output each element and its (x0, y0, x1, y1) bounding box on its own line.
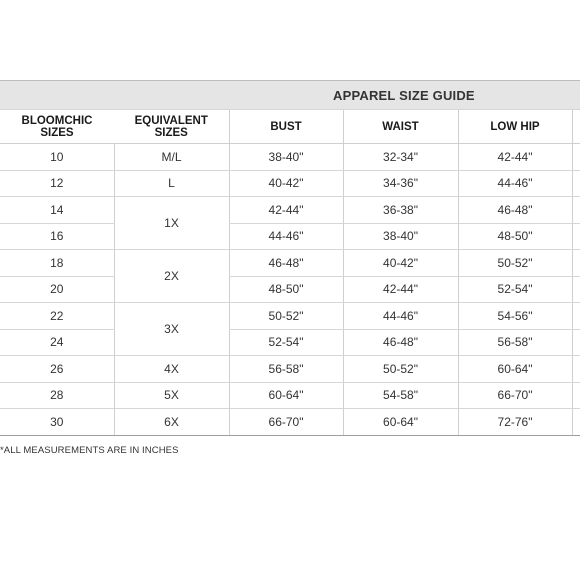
waist-cell: 32-34" (343, 144, 458, 171)
table-row (0, 144, 580, 171)
low-hip-cell: 66-70" (458, 382, 572, 409)
bust-cell: 52-54" (229, 329, 343, 356)
table-title: APPAREL SIZE GUIDE (333, 87, 475, 103)
waist-cell: 60-64" (343, 409, 458, 436)
bloomchic-size-cell: 22 (0, 303, 114, 330)
bloomchic-size-cell: 10 (0, 144, 114, 171)
low-hip-cell: 52-54" (458, 276, 572, 303)
low-hip-cell: 46-48" (458, 197, 572, 224)
bloomchic-size-cell: 30 (0, 409, 114, 436)
col-header-equivalent-sizes: EQUIVALENT SIZES (114, 110, 229, 144)
low-hip-cell: 50-52" (458, 250, 572, 277)
bust-cell: 56-58" (229, 356, 343, 383)
bloomchic-size-cell: 24 (0, 329, 114, 356)
bust-cell: 60-64" (229, 382, 343, 409)
low-hip-cell: 54-56" (458, 303, 572, 330)
waist-cell: 34-36" (343, 170, 458, 197)
waist-cell: 42-44" (343, 276, 458, 303)
table-row (0, 197, 580, 224)
equivalent-size-cell: 6X (114, 409, 229, 436)
bloomchic-size-cell: 16 (0, 223, 114, 250)
table-row (0, 382, 580, 409)
bust-cell: 48-50" (229, 276, 343, 303)
bust-cell: 66-70" (229, 409, 343, 436)
col-header-waist: WAIST (343, 110, 458, 144)
size-guide (0, 80, 580, 436)
low-hip-cell: 56-58" (458, 329, 572, 356)
equivalent-size-cell: 2X (114, 250, 229, 303)
low-hip-cell: 48-50" (458, 223, 572, 250)
low-hip-cell: 72-76" (458, 409, 572, 436)
table-row (0, 303, 580, 330)
bust-cell: 42-44" (229, 197, 343, 224)
col-header-low-hip: LOW HIP (458, 110, 572, 144)
bloomchic-size-cell: 14 (0, 197, 114, 224)
waist-cell: 36-38" (343, 197, 458, 224)
waist-cell: 38-40" (343, 223, 458, 250)
table-row (0, 223, 580, 250)
bloomchic-size-cell: 20 (0, 276, 114, 303)
size-guide-table (0, 80, 580, 436)
bloomchic-size-cell: 28 (0, 382, 114, 409)
header-row (0, 110, 580, 144)
table-row (0, 170, 580, 197)
waist-cell: 44-46" (343, 303, 458, 330)
title-banner (0, 81, 580, 110)
col-header-bloomchic-sizes: BLOOMCHIC SIZES (0, 110, 114, 144)
bust-cell: 46-48" (229, 250, 343, 277)
equivalent-size-cell: L (114, 170, 229, 197)
bust-cell: 50-52" (229, 303, 343, 330)
waist-cell: 46-48" (343, 329, 458, 356)
low-hip-cell: 44-46" (458, 170, 572, 197)
equivalent-size-cell: 1X (114, 197, 229, 250)
waist-cell: 50-52" (343, 356, 458, 383)
bloomchic-size-cell: 18 (0, 250, 114, 277)
bloomchic-size-cell: 26 (0, 356, 114, 383)
equivalent-size-cell: 4X (114, 356, 229, 383)
bloomchic-size-cell: 12 (0, 170, 114, 197)
waist-cell: 54-58" (343, 382, 458, 409)
table-row (0, 276, 580, 303)
equivalent-size-cell: 3X (114, 303, 229, 356)
low-hip-cell: 42-44" (458, 144, 572, 171)
col-header-bust: BUST (229, 110, 343, 144)
waist-cell: 40-42" (343, 250, 458, 277)
measurement-footnote: *ALL MEASUREMENTS ARE IN INCHES (0, 445, 179, 456)
equivalent-size-cell: M/L (114, 144, 229, 171)
equivalent-size-cell: 5X (114, 382, 229, 409)
bust-cell: 38-40" (229, 144, 343, 171)
bust-cell: 44-46" (229, 223, 343, 250)
table-row (0, 329, 580, 356)
low-hip-cell: 60-64" (458, 356, 572, 383)
table-row (0, 356, 580, 383)
table-row (0, 409, 580, 436)
bust-cell: 40-42" (229, 170, 343, 197)
table-row (0, 250, 580, 277)
